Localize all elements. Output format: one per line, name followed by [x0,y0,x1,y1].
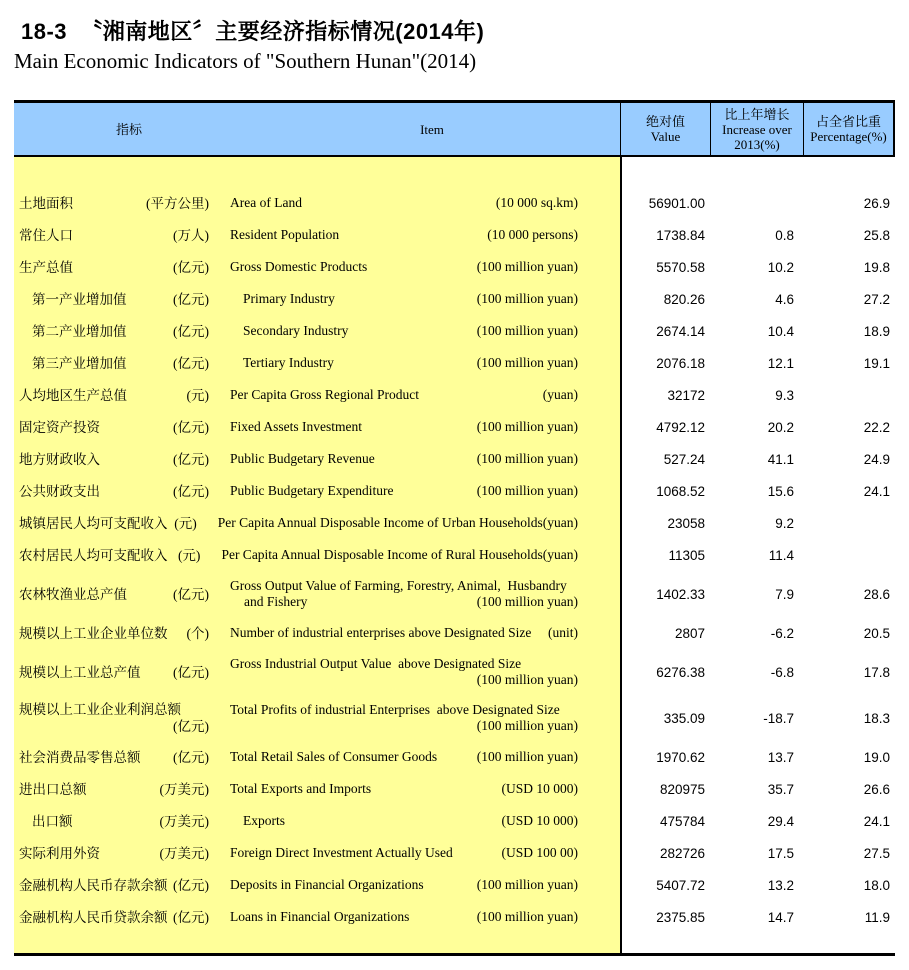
indicator-en-name: Number of industrial enterprises above Designated Size [230,625,532,640]
indicator-cn-unit: (万人) [173,227,209,243]
indicator-cn [14,195,230,212]
indicator-cn-name: 农林牧渔业总产值 [19,586,127,602]
indicator-en-name: Total Exports and Imports [230,781,372,796]
value-cell: 820.26 [663,291,705,307]
percentage-cell: 18.0 [863,877,890,893]
header-increase-cn: 比上年增长 [724,106,790,122]
header-indicator-cn: 指标 [115,121,142,137]
indicator-cn [14,877,230,894]
indicator-en-name: Resident Population [230,227,340,242]
indicator-cell [14,781,620,798]
table-row [14,283,895,315]
indicator-cn-unit: (万美元) [159,781,209,797]
indicator-cell [14,813,620,830]
indicator-cell [14,227,620,244]
indicator-cn-unit: (亿元) [173,291,209,307]
indicator-en [221,547,620,563]
value-cell: 1402.33 [656,586,705,602]
increase-cell: 11.4 [768,547,794,563]
indicator-cn-name: 地方财政收入 [19,451,100,467]
indicator-en-unit: (100 million yuan) [476,877,578,892]
percentage-cell: 20.5 [863,625,890,641]
indicator-cell [14,909,620,926]
indicator-en-unit: (10 000 persons) [487,227,578,242]
indicator-cn-name: 第三产业增加值 [32,355,127,371]
table-row [14,805,895,837]
percentage-cell: 25.8 [863,227,890,243]
indicator-en-name: Deposits in Financial Organizations [230,877,424,892]
indicator-en-name: Secondary Industry [243,323,349,338]
indicator-en-unit-line2: (100 million yuan) [476,718,578,733]
indicator-en-name: Primary Industry [243,291,335,306]
indicator-en-unit: (100 million yuan) [476,259,578,274]
table-row [14,507,895,539]
indicator-cn-unit: (亿元) [173,877,209,893]
header-item: Item [420,121,444,137]
indicator-cn [14,515,218,532]
indicator-cn-unit: (平方公里) [146,195,209,211]
value-cell: 11305 [668,547,705,563]
header-increase [710,103,803,155]
indicator-cn-unit: (亿元) [173,419,209,435]
percentage-cell: 18.3 [863,710,890,726]
indicator-en-name: Exports [243,813,285,828]
indicator-en-unit: (100 million yuan) [476,909,578,924]
indicator-cn-name: 实际利用外资 [19,845,100,861]
indicator-en [230,387,620,403]
increase-cell: 35.7 [767,781,794,797]
indicator-en-unit: (unit) [548,625,578,640]
percentage-cell: 28.6 [863,586,890,602]
page-subtitle: Main Economic Indicators of "Southern Hunan"(2014) [14,49,477,73]
indicator-en [230,909,620,925]
indicator-cell [14,547,620,564]
table-row [14,741,895,773]
indicator-en-name: Per Capita Annual Disposable Income of Rural Households [221,547,543,562]
indicator-en-name-line2 [230,718,244,734]
indicator-cn [14,291,230,308]
indicator-en-unit: (100 million yuan) [476,291,578,306]
indicator-cell [14,578,620,610]
value-cell: 475784 [659,813,705,829]
indicator-en-name: Total Profits of industrial Enterprises above Designated Size [230,702,560,717]
indicator-cn-name: 土地面积 [19,195,73,211]
value-cell: 32172 [667,387,705,403]
table-row [14,411,895,443]
indicator-en [230,781,620,797]
indicator-en-unit-line2: (100 million yuan) [476,594,578,609]
indicator-en-name: Gross Domestic Products [230,259,368,274]
value-cell: 335.09 [663,710,705,726]
indicator-en [230,227,620,243]
indicator-cell [14,515,620,532]
indicator-cn-unit: (亿元) [173,909,209,925]
table-row [14,617,895,649]
table-row [14,347,895,379]
increase-cell: 10.4 [767,323,794,339]
percentage-cell: 18.9 [863,323,890,339]
indicator-cell [14,625,620,642]
indicator-en-unit: (100 million yuan) [476,323,578,338]
value-cell: 1738.84 [656,227,705,243]
indicator-cn-unit: (亿元) [173,259,209,275]
indicator-en-name: Tertiary Industry [243,355,334,370]
table-row [14,695,895,741]
header-increase-en1: Increase over [722,121,792,137]
header-indicator-cell [14,103,620,155]
indicator-en-unit: (10 000 sq.km) [495,195,578,210]
indicator-cell [14,387,620,404]
indicator-en-unit-line2: (100 million yuan) [476,672,578,687]
indicator-en-name: Gross Industrial Output Value above Designated Size [230,656,522,671]
header-value-cn: 绝对值 [645,114,685,129]
table-row [14,837,895,869]
indicator-cn [14,664,230,681]
indicator-en-unit: (100 million yuan) [476,355,578,370]
indicator-cn [14,323,230,340]
indicator-cn-name: 公共财政支出 [19,483,100,499]
value-cell: 1970.62 [656,749,705,765]
increase-cell: -18.7 [763,710,794,726]
header-value [620,103,710,155]
increase-cell: -6.2 [770,625,794,641]
value-cell: 5407.72 [656,877,705,893]
indicator-en [230,702,620,734]
table-row [14,379,895,411]
indicator-cell [14,877,620,894]
indicator-cn-unit: (亿元) [173,323,209,339]
increase-cell: 14.7 [767,909,794,925]
indicator-en [230,483,620,499]
indicator-en-unit: (100 million yuan) [476,451,578,466]
header-percentage [803,103,895,155]
indicator-cn-unit: (元) [177,547,201,563]
indicator-en-unit: (USD 100 00) [501,845,578,860]
indicator-cn-unit: (亿元) [173,483,209,499]
indicator-en-name-line2 [230,672,244,688]
indicator-en [230,845,620,861]
increase-cell: 13.7 [767,749,794,765]
table-row [14,475,895,507]
value-cell: 2076.18 [656,355,705,371]
indicator-cn [14,625,230,642]
percentage-cell: 22.2 [863,419,890,435]
indicator-en [230,877,620,893]
indicator-en [230,355,620,371]
indicator-cn-name: 规模以上工业企业利润总额 [19,702,181,717]
increase-cell: 15.6 [767,483,794,499]
page-title: 18-3 〝湘南地区〞主要经济指标情况(2014年) [21,19,485,44]
percentage-cell: 11.9 [864,909,890,925]
table-row [14,649,895,695]
indicator-en [218,515,620,531]
indicator-en-unit: (yuan) [542,515,578,530]
indicators-table [14,100,895,956]
indicator-cn-unit-line2: (亿元) [173,719,209,734]
increase-cell: 7.9 [775,586,794,602]
value-cell: 527.24 [663,451,705,467]
indicator-en [230,259,620,275]
increase-cell: 13.2 [767,877,794,893]
indicator-cn-name: 农村居民人均可支配收入 [19,547,168,563]
indicator-cell [14,749,620,766]
indicator-cn-name: 出口额 [32,813,73,829]
percentage-cell: 19.0 [863,749,890,765]
indicator-cn [14,483,230,500]
percentage-cell: 26.6 [863,781,890,797]
indicator-cn [14,781,230,798]
indicator-cn-unit: (亿元) [173,586,209,602]
indicator-en-name: Loans in Financial Organizations [230,909,410,924]
table-row [14,315,895,347]
increase-cell: 10.2 [767,259,794,275]
indicator-cn [14,749,230,766]
indicator-en [230,451,620,467]
indicator-cn-unit: (元) [174,515,197,531]
increase-cell: 0.8 [775,227,794,243]
indicator-cn [14,845,230,862]
value-cell: 1068.52 [656,483,705,499]
table-row [14,571,895,617]
indicator-en-name: Per Capita Annual Disposable Income of Urban Households [217,515,543,530]
increase-cell: 12.1 [767,355,794,371]
indicator-en-name: Foreign Direct Investment Actually Used [230,845,453,860]
value-cell: 2375.85 [656,909,705,925]
increase-cell: 9.3 [775,387,794,403]
value-cell: 2674.14 [656,323,705,339]
increase-cell: 17.5 [767,845,794,861]
table-row [14,539,895,571]
indicator-cell [14,355,620,372]
header-increase-en2: 2013(%) [734,136,780,152]
indicator-cell [14,419,620,436]
indicator-en [230,291,620,307]
indicator-en [230,625,620,641]
table-row [14,901,895,933]
increase-cell: 41.1 [767,451,794,467]
indicator-cn-unit: (亿元) [173,451,209,467]
indicator-cn [14,451,230,468]
indicator-cn [14,586,230,603]
indicator-en-name: Public Budgetary Revenue [230,451,375,466]
header-percentage-cn: 占全省比重 [815,114,881,129]
indicator-cn-unit: (万美元) [159,813,209,829]
table-row [14,773,895,805]
table-row [14,187,895,219]
indicator-cell [14,701,620,735]
table-row [14,251,895,283]
indicator-en-unit: (USD 10 000) [501,813,578,828]
indicator-cell [14,483,620,500]
indicator-en-name: Gross Output Value of Farming, Forestry, Animal, Husbandry [230,578,567,593]
indicator-cell [14,323,620,340]
value-cell: 56901.00 [648,195,705,211]
indicator-en [230,578,620,610]
percentage-cell: 17.8 [863,664,890,680]
value-cell: 6276.38 [656,664,705,680]
indicator-cn-unit: (万美元) [159,845,209,861]
header-percentage-en: Percentage(%) [810,129,887,144]
value-cell: 820975 [659,781,705,797]
value-cell: 23058 [667,515,705,531]
percentage-cell: 27.5 [863,845,890,861]
indicator-en-unit: (yuan) [542,387,578,402]
indicator-cn-unit: (亿元) [173,664,209,680]
indicator-en-name: Fixed Assets Investment [230,419,362,434]
indicator-cn [14,701,230,735]
indicator-cn-unit: (亿元) [173,749,209,765]
indicator-cn-name: 金融机构人民币存款余额 [19,877,168,893]
indicator-en-name: Per Capita Gross Regional Product [230,387,419,402]
indicator-cn-name: 规模以上工业企业单位数 [19,625,168,641]
indicator-cn-name: 第二产业增加值 [32,323,127,339]
table-row [14,869,895,901]
indicator-en-name-line2: and Fishery [244,594,308,609]
indicator-cn [14,227,230,244]
indicator-cn-name: 生产总值 [19,259,73,275]
percentage-cell: 19.1 [863,355,890,371]
indicator-cn-name: 固定资产投资 [19,419,100,435]
indicator-cell [14,291,620,308]
header-value-en: Value [650,129,681,144]
indicator-en-name: Public Budgetary Expenditure [230,483,394,498]
indicator-cell [14,845,620,862]
indicator-en-unit: (100 million yuan) [476,483,578,498]
percentage-cell: 24.9 [863,451,890,467]
indicator-en [230,656,620,688]
indicator-en-unit: (100 million yuan) [476,749,578,764]
increase-cell: 20.2 [767,419,794,435]
increase-cell: 4.6 [775,291,794,307]
percentage-cell: 24.1 [863,813,890,829]
indicator-cell [14,451,620,468]
indicator-cn [14,909,230,926]
indicator-en [230,323,620,339]
indicator-cn-name: 常住人口 [19,227,73,243]
indicator-cn-name: 第一产业增加值 [32,291,127,307]
table-body [14,157,895,956]
indicator-en-name: Area of Land [230,195,302,210]
indicator-cn-unit: (亿元) [173,355,209,371]
indicator-en-unit: (yuan) [542,547,578,562]
indicator-en [230,749,620,765]
percentage-cell: 26.9 [863,195,890,211]
indicator-cn-name: 社会消费品零售总额 [19,749,141,765]
percentage-cell: 27.2 [863,291,890,307]
percentage-cell: 19.8 [863,259,890,275]
indicator-cell [14,195,620,212]
indicator-cell [14,656,620,688]
value-cell: 282726 [659,845,705,861]
indicator-cell [14,259,620,276]
indicator-cn-unit: (元) [186,387,209,403]
indicator-en-name: Total Retail Sales of Consumer Goods [230,749,438,764]
table-row [14,443,895,475]
indicator-cn-name: 城镇居民人均可支配收入 [19,515,168,531]
indicator-en-unit: (100 million yuan) [476,419,578,434]
indicator-en [230,813,620,829]
indicator-cn-name: 人均地区生产总值 [19,387,127,403]
table-header-row [14,100,895,157]
indicator-cn [14,419,230,436]
indicator-cn [14,355,230,372]
indicator-cn-name: 规模以上工业总产值 [19,664,141,680]
indicator-cn [14,813,230,830]
indicator-en [230,195,620,211]
table-row [14,219,895,251]
increase-cell: 9.2 [775,515,794,531]
indicator-en [230,419,620,435]
value-cell: 5570.58 [656,259,705,275]
indicator-cn [14,387,230,404]
value-cell: 2807 [674,625,705,641]
increase-cell: 29.4 [767,813,794,829]
indicator-cn [14,547,221,564]
indicator-cn [14,259,230,276]
indicator-cn-name: 金融机构人民币贷款余额 [19,909,168,925]
indicator-cn-name: 进出口总额 [19,781,87,797]
increase-cell: -6.8 [770,664,794,680]
indicator-cn-unit: (个) [186,625,209,641]
percentage-cell: 24.1 [863,483,890,499]
value-cell: 4792.12 [656,419,705,435]
indicator-en-unit: (USD 10 000) [501,781,578,796]
